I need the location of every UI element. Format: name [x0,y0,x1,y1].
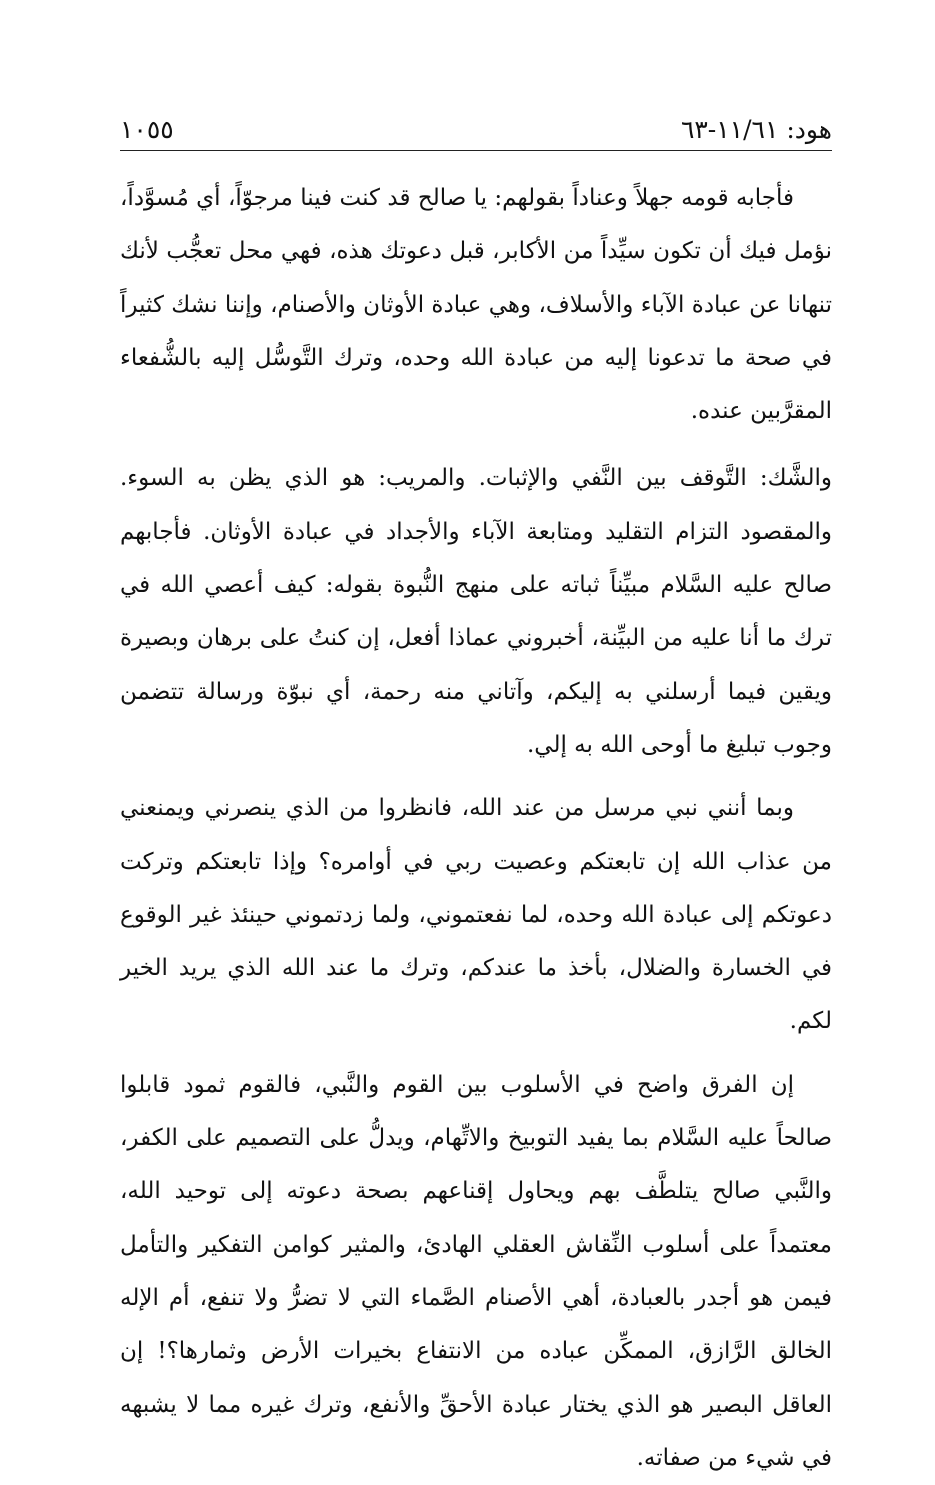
page-header [120,112,832,152]
header-rule [120,150,832,151]
paragraph: إن الفرق واضح في الأسلوب بين القوم والنَّبي، فالقوم ثمود قابلوا صالحاً عليه السَّلام بما يفيد التوبيخ والاتِّهام، ويدلُّ على التصميم على الكفر، والنَّبي صالح يتلطَّف بهم ويحاول إقناعهم بصحة دعوته إلى توحيد الله، معتمداً على أسلوب النِّقاش العقلي الهادئ، والمثير كوامن التفكير والتأمل فيمن هو أجدر بالعبادة، أهي الأصنام الصَّماء التي لا تضرُّ ولا تنفع، أم الإله الخالق الرَّازق، الممكِّن عباده من الانتفاع بخيرات الأرض وثمارها؟! إن العاقل البصير هو الذي يختار عبادة الأحقِّ والأنفع، وترك غيره مما لا يشبهه في شيء من صفاته. [120,1071,832,1471]
running-head: هود: ١١/٦١-٦٣ [680,115,832,144]
page-number: ١٠٥٥ [120,115,174,144]
paragraph: والشَّك: التَّوقف بين النَّفي والإثبات. والمريب: هو الذي يظن به السوء. والمقصود التزام التقليد ومتابعة الآباء والأجداد في عبادة الأوثان. فأجابهم صالح عليه السَّلام مبيِّناً ثباته على منهج النُّبوة بقوله: كيف أعصي الله في ترك ما أنا عليه من البيِّنة، أخبروني عماذا أفعل، إن كنتُ على برهان وبصيرة ويقين فيما أرسلني به إليكم، وآتاني منه رحمة، أي نبوّة ورسالة تتضمن وجوب تبليغ ما أوحى الله به إلي. [120,465,832,758]
paragraph: فأجابه قومه جهلاً وعناداً بقولهم: يا صالح قد كنت فينا مرجوّاً، أي مُسوَّداً، نؤمل فيك أن تكون سيِّداً من الأكابر، قبل دعوتك هذه، فهي محل تعجُّب لأنك تنهانا عن عبادة الآباء والأسلاف، وهي عبادة الأوثان والأصنام، وإننا نشك كثيراً في صحة ما تدعونا إليه من عبادة الله وحده، وترك التَّوسُّل إليه بالشُّفعاء المقرَّبين عنده. [120,185,832,425]
paragraph: وبما أنني نبي مرسل من عند الله، فانظروا من الذي ينصرني ويمنعني من عذاب الله إن تابعتكم وعصيت ربي في أوامره؟ وإذا تابعتكم وتركت دعوتكم إلى عبادة الله وحده، لما نفعتموني، ولما زدتموني حينئذ غير الوقوع في الخسارة والضلال، بأخذ ما عندكم، وترك ما عند الله الذي يريد الخير لكم. [120,795,832,1035]
body-text [120,172,832,1485]
